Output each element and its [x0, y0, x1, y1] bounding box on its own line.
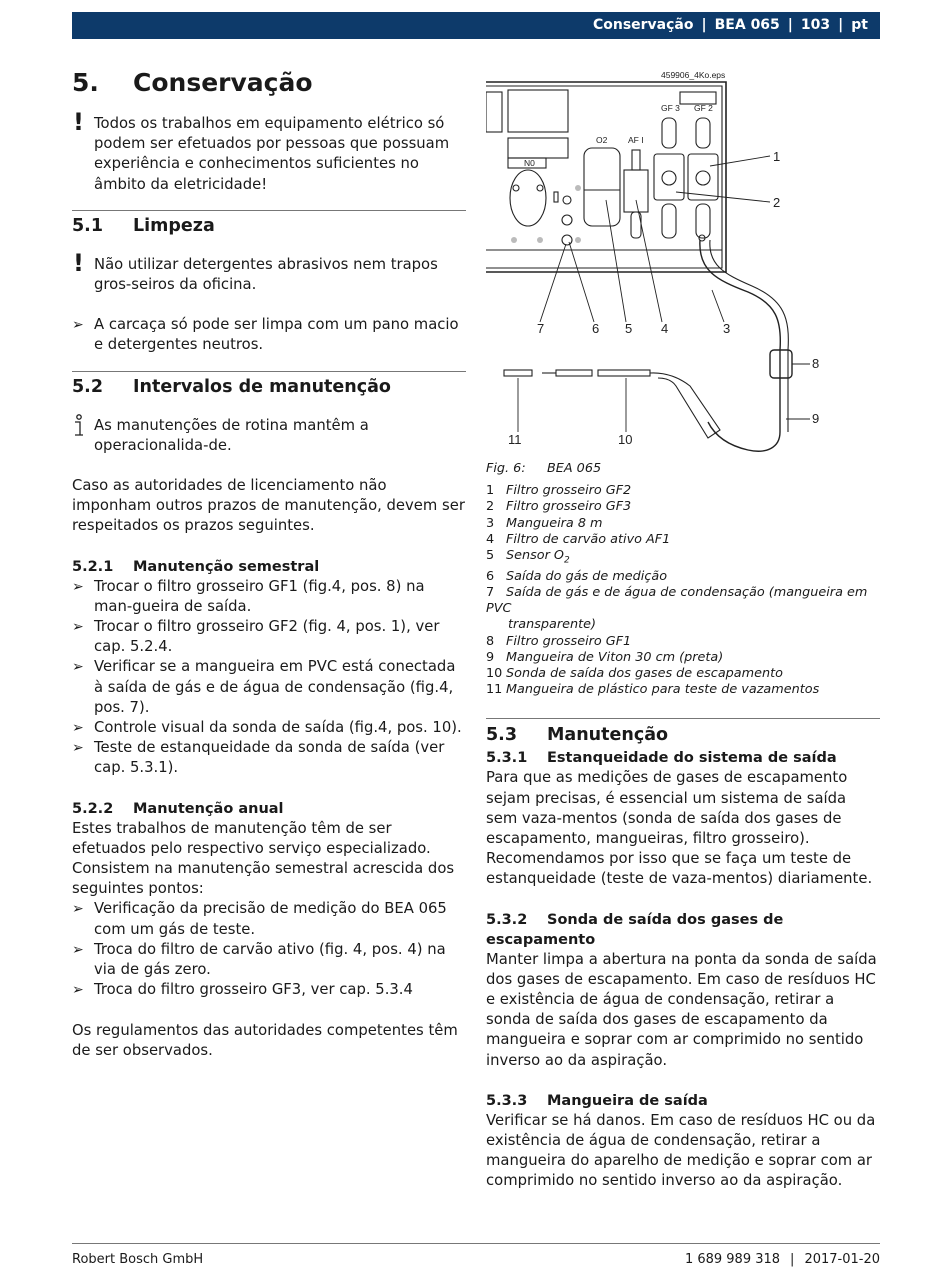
annual-list	[72, 899, 466, 1000]
callout-5: 5	[625, 321, 633, 336]
legend-item	[486, 666, 880, 682]
callout-7: 7	[537, 321, 545, 336]
legend-number: 4	[486, 531, 495, 547]
subsection-number: 5.2.1	[72, 558, 114, 575]
subsection-heading-5-2-2	[72, 799, 466, 819]
legend-text: Filtro grosseiro GF2	[506, 483, 632, 499]
subsection-number: 5.2.2	[72, 800, 114, 817]
legend-number: 8	[486, 633, 495, 649]
page-header: Conservação | BEA 065 | 103 | pt	[72, 12, 880, 39]
label-o2: O2	[596, 135, 608, 145]
arrow-bullet-icon: ➢	[72, 578, 84, 595]
header-lang: pt	[851, 17, 868, 33]
legend-item	[486, 650, 880, 666]
chapter-heading	[72, 68, 466, 100]
section-heading-5-3	[486, 722, 880, 748]
legend-number: 7	[486, 584, 495, 600]
cleaning-instruction-text: A carcaça só pode ser limpa com um pano macio e detergentes neutros.	[94, 316, 459, 354]
callout-11: 11	[508, 432, 522, 447]
legend-item	[486, 634, 880, 650]
left-column	[72, 60, 466, 1061]
subsection-heading-5-2-1	[72, 557, 466, 577]
cleaning-warning	[72, 248, 466, 295]
legend-text: Saída de gás e de água de condensação (mangueira em PVC	[486, 584, 868, 617]
arrow-bullet-icon: ➢	[72, 317, 84, 334]
figure-file-label: 459906_4Ko.eps	[661, 70, 726, 80]
cleaning-warning-text: Não utilizar detergentes abrasivos nem trapos gros-seiros da oficina.	[94, 255, 438, 294]
section-number: 5.3	[486, 725, 518, 746]
paragraph: Caso as autoridades de licenciamento não imponham outros prazos de manutenção, devem ser respeitados os prazos seguintes.	[72, 477, 465, 535]
section-heading-5-2	[72, 374, 466, 400]
callout-2: 2	[773, 195, 781, 210]
figure-number: Fig. 6:	[486, 461, 526, 476]
figure-caption	[486, 461, 880, 477]
subsection-title: Mangueira de saída	[547, 1092, 708, 1109]
figure-legend	[486, 483, 880, 698]
arrow-bullet-icon: ➢	[72, 982, 84, 999]
legend-text-continued: transparente)	[508, 617, 596, 633]
list-item	[72, 940, 466, 980]
divider	[72, 371, 466, 372]
info-note	[72, 416, 466, 456]
legend-item	[486, 682, 880, 698]
callout-3: 3	[723, 321, 731, 336]
legend-text: Filtro de carvão ativo AF1	[506, 531, 671, 547]
legend-item	[486, 483, 880, 499]
safety-warning	[72, 108, 466, 195]
paragraph: Manter limpa a abertura na ponta da sonda de saída dos gases de escapamento. Em caso de resíduos HC e existência de água de condensação, retirar a sonda de saída dos gases de escapamento da mangueira e soprar com ar comprimido no sentido inverso ao da aspiração.	[486, 950, 877, 1069]
list-item	[72, 738, 466, 778]
subsection-title: Manutenção semestral	[133, 558, 320, 575]
callout-1: 1	[773, 149, 781, 164]
list-item	[72, 657, 466, 718]
legend-item	[486, 516, 880, 532]
paragraph: Os regulamentos das autoridades competentes têm de ser observados.	[72, 1021, 458, 1059]
list-item-text: Troca do filtro grosseiro GF3, ver cap. 5.3.4	[94, 981, 413, 999]
arrow-bullet-icon: ➢	[72, 941, 84, 958]
arrow-bullet-icon: ➢	[72, 720, 84, 737]
legend-number: 9	[486, 649, 495, 665]
list-item	[72, 980, 466, 1000]
footer-company: Robert Bosch GmbH	[72, 1252, 204, 1267]
section-heading-5-1	[72, 213, 466, 239]
subsection-number: 5.3.2	[486, 911, 528, 928]
legend-subscript: 2	[564, 555, 570, 566]
semiannual-list	[72, 577, 466, 779]
arrow-bullet-icon: ➢	[72, 619, 84, 636]
legend-item	[486, 569, 880, 585]
chapter-number: 5.	[72, 68, 99, 97]
legend-item	[486, 499, 880, 515]
chapter-title: Conservação	[133, 68, 313, 97]
list-item-text: Troca do filtro de carvão ativo (fig. 4, pos. 4) na via de gás zero.	[94, 940, 446, 979]
legend-number: 11	[486, 682, 503, 698]
legend-text: Sensor O	[506, 548, 565, 564]
label-n0: N0	[524, 158, 535, 168]
figure-title: BEA 065	[547, 461, 602, 476]
arrow-bullet-icon: ➢	[72, 901, 84, 918]
legend-number: 5	[486, 548, 495, 564]
list-item	[72, 577, 466, 617]
header-section: Conservação	[592, 17, 694, 33]
subsection-number: 5.3.3	[486, 1092, 528, 1109]
subsection-heading-5-3-1	[486, 748, 880, 768]
exclamation-icon: !	[73, 108, 84, 136]
section-number: 5.2	[72, 376, 104, 397]
info-note-text: As manutenções de rotina mantêm a operacionalida-de.	[94, 416, 369, 454]
callout-4: 4	[661, 321, 669, 336]
legend-number: 6	[486, 568, 495, 584]
legend-number: 3	[486, 515, 495, 531]
safety-warning-text: Todos os trabalhos em equipamento elétrico só podem ser efetuados por pessoas que possuam experiência e conhecimentos suficientes no âmbito da eletricidade!	[94, 115, 450, 193]
legend-text: Mangueira de Viton 30 cm (preta)	[506, 649, 724, 665]
list-item-text: Verificação da precisão de medição do BEA 065 com um gás de teste.	[94, 900, 447, 938]
list-item	[72, 718, 466, 738]
list-item-text: Trocar o filtro grosseiro GF2 (fig. 4, pos. 1), ver cap. 5.2.4.	[94, 618, 440, 656]
legend-item	[486, 548, 880, 569]
label-gf2: GF 2	[694, 103, 713, 113]
exclamation-icon: !	[73, 248, 84, 277]
divider	[72, 210, 466, 211]
header-page: 103	[800, 17, 831, 33]
section-title: Intervalos de manutenção	[133, 376, 391, 397]
list-item	[72, 899, 466, 939]
section-number: 5.1	[72, 215, 104, 236]
legend-text: Filtro grosseiro GF3	[506, 499, 632, 515]
device-figure	[486, 60, 880, 452]
info-icon	[72, 414, 86, 438]
legend-text: Mangueira de plástico para teste de vazamentos	[506, 682, 820, 698]
footer-docnum: 1 689 989 318	[684, 1252, 781, 1267]
list-item	[72, 617, 466, 657]
page-footer: Robert Bosch GmbH 1 689 989 318 | 2017-01-20	[72, 1243, 880, 1244]
paragraph: Verificar se há danos. Em caso de resíduos HC ou da existência de água de condensação, retirar a mangueira do aparelho de medição e soprar com ar comprimido no sentido inverso ao da aspiração.	[486, 1111, 876, 1190]
subsection-heading-5-3-3	[486, 1091, 880, 1111]
list-item-text: Controle visual da sonda de saída (fig.4, pos. 10).	[94, 719, 462, 737]
cleaning-instruction	[72, 315, 466, 355]
list-item-text: Teste de estanqueidade da sonda de saída (ver cap. 5.3.1).	[94, 739, 445, 777]
callout-6: 6	[592, 321, 600, 336]
arrow-bullet-icon: ➢	[72, 659, 84, 676]
list-item-text: Trocar o filtro grosseiro GF1 (fig.4, pos. 8) na man-gueira de saída.	[94, 577, 425, 615]
list-item-text: Verificar se a mangueira em PVC está conectada à saída de gás e de água de condensação (fig.4, pos. 7).	[94, 658, 456, 716]
callout-10: 10	[618, 432, 633, 447]
legend-text: Mangueira 8 m	[506, 515, 603, 531]
footer-date: 2017-01-20	[804, 1252, 880, 1267]
legend-text: Saída do gás de medição	[506, 568, 668, 584]
paragraph: Para que as medições de gases de escapamento sejam precisas, é essencial um sistema de saída sem vaza-mentos (sonda de saída dos gases de escapamento, mangueiras, filtro grosseiro). Recomendamos por isso que se faça um teste de estanqueidade (teste de vaza-mentos) diariamente.	[486, 769, 873, 888]
legend-number: 1	[486, 483, 495, 499]
paragraph: Estes trabalhos de manutenção têm de ser efetuados pelo respectivo serviço especializado. Consistem na manutenção semestral acrescida dos seguintes pontos:	[72, 819, 455, 898]
subsection-title: Sonda de saída dos gases de escapamento	[486, 911, 784, 948]
legend-text: Sonda de saída dos gases de escapamento	[506, 665, 783, 681]
subsection-title: Manutenção anual	[133, 800, 284, 817]
subsection-number: 5.3.1	[486, 750, 528, 767]
right-column	[486, 60, 880, 1192]
header-product: BEA 065	[714, 17, 780, 33]
subsection-title: Estanqueidade do sistema de saída	[547, 750, 837, 767]
legend-item	[486, 532, 880, 548]
section-title: Limpeza	[133, 215, 215, 236]
legend-item	[486, 585, 880, 634]
legend-number: 10	[486, 665, 503, 681]
callout-9: 9	[812, 411, 820, 426]
legend-text: Filtro grosseiro GF1	[506, 633, 632, 649]
divider	[486, 718, 880, 719]
callout-8: 8	[812, 356, 820, 371]
label-af1: AF I	[628, 135, 644, 145]
arrow-bullet-icon: ➢	[72, 740, 84, 757]
label-gf3: GF 3	[661, 103, 680, 113]
legend-number: 2	[486, 499, 495, 515]
section-title: Manutenção	[547, 725, 669, 746]
subsection-heading-5-3-2	[486, 910, 880, 950]
